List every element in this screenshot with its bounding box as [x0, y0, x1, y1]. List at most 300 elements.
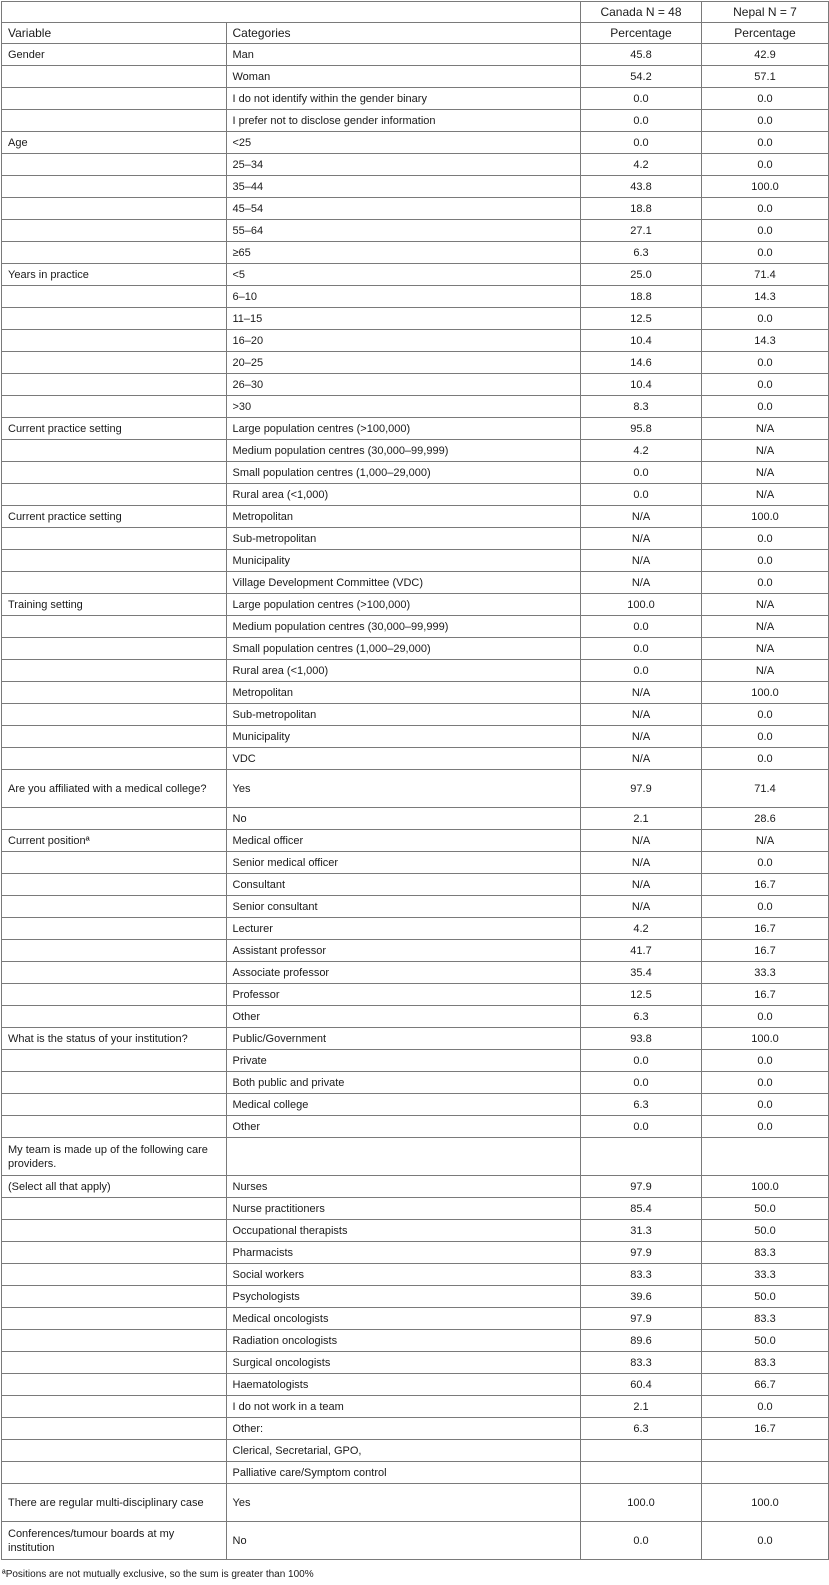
nepal-value-cell: 0.0 [702, 1116, 829, 1138]
variable-cell [2, 110, 227, 132]
category-cell: <25 [226, 132, 581, 154]
category-cell: Occupational therapists [226, 1220, 581, 1242]
canada-value-cell: 97.9 [581, 1242, 702, 1264]
table-row [2, 1462, 829, 1484]
table-row [2, 44, 829, 66]
nepal-value-cell: 100.0 [702, 682, 829, 704]
variable-cell [2, 896, 227, 918]
canada-value-cell: 6.3 [581, 1006, 702, 1028]
nepal-value-cell: 33.3 [702, 1264, 829, 1286]
variable-cell [2, 1220, 227, 1242]
canada-value-cell [581, 1138, 702, 1176]
nepal-value-cell: N/A [702, 594, 829, 616]
canada-value-cell: 89.6 [581, 1330, 702, 1352]
variable-cell [2, 1198, 227, 1220]
canada-value-cell: 97.9 [581, 1176, 702, 1198]
header-variable: Variable [2, 23, 227, 44]
canada-value-cell: 100.0 [581, 1484, 702, 1522]
nepal-value-cell: 33.3 [702, 962, 829, 984]
variable-cell [2, 176, 227, 198]
variable-cell [2, 1050, 227, 1072]
table-row [2, 660, 829, 682]
canada-value-cell: N/A [581, 874, 702, 896]
canada-value-cell: 0.0 [581, 1522, 702, 1560]
category-cell: Other [226, 1116, 581, 1138]
table-row [2, 748, 829, 770]
nepal-value-cell: 0.0 [702, 748, 829, 770]
table-row [2, 66, 829, 88]
variable-cell [2, 1072, 227, 1094]
table-row [2, 896, 829, 918]
canada-value-cell: 12.5 [581, 308, 702, 330]
variable-cell [2, 154, 227, 176]
canada-value-cell [581, 1440, 702, 1462]
category-cell: 55–64 [226, 220, 581, 242]
header-row-columns [2, 23, 829, 44]
nepal-value-cell: 0.0 [702, 572, 829, 594]
nepal-value-cell: 0.0 [702, 1522, 829, 1560]
table-row [2, 682, 829, 704]
nepal-value-cell: N/A [702, 830, 829, 852]
canada-value-cell: 0.0 [581, 1072, 702, 1094]
table-row [2, 242, 829, 264]
nepal-value-cell: 83.3 [702, 1242, 829, 1264]
canada-value-cell: 25.0 [581, 264, 702, 286]
nepal-value-cell: 0.0 [702, 242, 829, 264]
category-cell: Psychologists [226, 1286, 581, 1308]
nepal-value-cell: 100.0 [702, 506, 829, 528]
canada-value-cell: N/A [581, 748, 702, 770]
table-row [2, 1396, 829, 1418]
canada-value-cell: 97.9 [581, 770, 702, 808]
variable-cell [2, 352, 227, 374]
table-row [2, 374, 829, 396]
table-row [2, 726, 829, 748]
variable-cell [2, 286, 227, 308]
variable-cell: Conferences/tumour boards at my institution [2, 1522, 227, 1560]
variable-cell [2, 660, 227, 682]
category-cell: I do not identify within the gender binary [226, 88, 581, 110]
variable-cell: Age [2, 132, 227, 154]
category-cell: Small population centres (1,000–29,000) [226, 638, 581, 660]
canada-value-cell [581, 1462, 702, 1484]
nepal-value-cell: 83.3 [702, 1352, 829, 1374]
canada-value-cell: 0.0 [581, 88, 702, 110]
nepal-value-cell: 0.0 [702, 1072, 829, 1094]
category-cell: Municipality [226, 726, 581, 748]
category-cell: Clerical, Secretarial, GPO, [226, 1440, 581, 1462]
nepal-value-cell: 16.7 [702, 1418, 829, 1440]
variable-cell [2, 1308, 227, 1330]
nepal-value-cell: 50.0 [702, 1330, 829, 1352]
table-row [2, 176, 829, 198]
canada-value-cell: 4.2 [581, 154, 702, 176]
category-cell: Other: [226, 1418, 581, 1440]
canada-value-cell: 8.3 [581, 396, 702, 418]
variable-cell [2, 242, 227, 264]
category-cell: Pharmacists [226, 1242, 581, 1264]
nepal-value-cell: 100.0 [702, 1176, 829, 1198]
nepal-value-cell: 0.0 [702, 1396, 829, 1418]
table-row [2, 830, 829, 852]
canada-value-cell: N/A [581, 852, 702, 874]
category-cell: Metropolitan [226, 682, 581, 704]
canada-value-cell: 0.0 [581, 132, 702, 154]
nepal-value-cell: N/A [702, 616, 829, 638]
table-row [2, 352, 829, 374]
table-row [2, 220, 829, 242]
nepal-value-cell: 0.0 [702, 1094, 829, 1116]
variable-cell [2, 808, 227, 830]
canada-value-cell: 54.2 [581, 66, 702, 88]
canada-value-cell: 43.8 [581, 176, 702, 198]
variable-cell [2, 198, 227, 220]
category-cell: I do not work in a team [226, 1396, 581, 1418]
nepal-value-cell: 16.7 [702, 940, 829, 962]
variable-cell [2, 1242, 227, 1264]
category-cell: Medical officer [226, 830, 581, 852]
table-row [2, 1374, 829, 1396]
nepal-value-cell [702, 1138, 829, 1176]
variable-cell: Current practice setting [2, 506, 227, 528]
canada-value-cell: N/A [581, 528, 702, 550]
category-cell: >30 [226, 396, 581, 418]
variable-cell [2, 1374, 227, 1396]
canada-value-cell: 4.2 [581, 918, 702, 940]
nepal-value-cell: N/A [702, 660, 829, 682]
canada-value-cell: 6.3 [581, 242, 702, 264]
variable-cell [2, 1330, 227, 1352]
variable-cell [2, 726, 227, 748]
variable-cell: Years in practice [2, 264, 227, 286]
canada-value-cell: 10.4 [581, 330, 702, 352]
category-cell: Consultant [226, 874, 581, 896]
table-row [2, 440, 829, 462]
canada-value-cell: 0.0 [581, 660, 702, 682]
nepal-value-cell: 50.0 [702, 1220, 829, 1242]
variable-cell [2, 1396, 227, 1418]
nepal-value-cell: N/A [702, 440, 829, 462]
canada-value-cell: 4.2 [581, 440, 702, 462]
category-cell: Yes [226, 1484, 581, 1522]
table-row [2, 1352, 829, 1374]
category-cell: Municipality [226, 550, 581, 572]
nepal-value-cell: 16.7 [702, 984, 829, 1006]
nepal-value-cell: 0.0 [702, 1006, 829, 1028]
canada-value-cell: N/A [581, 830, 702, 852]
nepal-value-cell: 0.0 [702, 704, 829, 726]
table-row [2, 1264, 829, 1286]
canada-value-cell: N/A [581, 726, 702, 748]
category-cell: Medical college [226, 1094, 581, 1116]
nepal-value-cell: 0.0 [702, 726, 829, 748]
nepal-value-cell: 0.0 [702, 154, 829, 176]
nepal-value-cell: 0.0 [702, 550, 829, 572]
category-cell: 16–20 [226, 330, 581, 352]
variable-cell [2, 638, 227, 660]
table-row [2, 1176, 829, 1198]
table-row [2, 874, 829, 896]
canada-value-cell: 0.0 [581, 484, 702, 506]
nepal-value-cell: 50.0 [702, 1198, 829, 1220]
nepal-value-cell: 42.9 [702, 44, 829, 66]
variable-cell: There are regular multi-disciplinary case [2, 1484, 227, 1522]
canada-value-cell: 95.8 [581, 418, 702, 440]
variable-cell [2, 462, 227, 484]
table-row [2, 852, 829, 874]
nepal-value-cell [702, 1440, 829, 1462]
footnote: ªPositions are not mutually exclusive, so the sum is greater than 100% [2, 1569, 314, 1580]
category-cell: Palliative care/Symptom control [226, 1462, 581, 1484]
canada-value-cell: N/A [581, 572, 702, 594]
header-row-countries [2, 2, 829, 23]
variable-cell [2, 748, 227, 770]
nepal-value-cell: 0.0 [702, 852, 829, 874]
category-cell: Private [226, 1050, 581, 1072]
nepal-value-cell: 0.0 [702, 88, 829, 110]
category-cell: Both public and private [226, 1072, 581, 1094]
canada-value-cell: 39.6 [581, 1286, 702, 1308]
variable-cell [2, 220, 227, 242]
table-row [2, 770, 829, 808]
variable-cell [2, 66, 227, 88]
table-row [2, 1006, 829, 1028]
table-row [2, 1308, 829, 1330]
category-cell: 6–10 [226, 286, 581, 308]
table-row [2, 264, 829, 286]
variable-cell [2, 1418, 227, 1440]
variable-cell: Are you affiliated with a medical college? [2, 770, 227, 808]
category-cell: 26–30 [226, 374, 581, 396]
canada-value-cell: 83.3 [581, 1352, 702, 1374]
table-row [2, 1028, 829, 1050]
variable-cell [2, 852, 227, 874]
table-row [2, 484, 829, 506]
nepal-value-cell: 0.0 [702, 352, 829, 374]
variable-cell: My team is made up of the following care providers. [2, 1138, 227, 1176]
category-cell: Other [226, 1006, 581, 1028]
variable-cell [2, 1462, 227, 1484]
nepal-value-cell: 0.0 [702, 132, 829, 154]
canada-value-cell: 2.1 [581, 808, 702, 830]
variable-cell [2, 88, 227, 110]
canada-value-cell: N/A [581, 550, 702, 572]
nepal-value-cell: 0.0 [702, 308, 829, 330]
variable-cell [2, 550, 227, 572]
canada-value-cell: 0.0 [581, 1050, 702, 1072]
canada-value-cell: 35.4 [581, 962, 702, 984]
variable-cell [2, 1264, 227, 1286]
table-row [2, 1330, 829, 1352]
category-cell: <5 [226, 264, 581, 286]
table-row [2, 594, 829, 616]
table-row [2, 616, 829, 638]
category-cell: Professor [226, 984, 581, 1006]
category-cell: No [226, 808, 581, 830]
category-cell: 45–54 [226, 198, 581, 220]
category-cell: 35–44 [226, 176, 581, 198]
canada-value-cell: 83.3 [581, 1264, 702, 1286]
category-cell: Public/Government [226, 1028, 581, 1050]
table-row [2, 528, 829, 550]
table-row [2, 308, 829, 330]
canada-value-cell: 0.0 [581, 110, 702, 132]
category-cell: Rural area (<1,000) [226, 660, 581, 682]
header-empty-cell [2, 2, 227, 23]
variable-cell [2, 330, 227, 352]
table-row [2, 396, 829, 418]
canada-value-cell: 2.1 [581, 1396, 702, 1418]
nepal-value-cell: 0.0 [702, 110, 829, 132]
variable-cell [2, 682, 227, 704]
category-cell: Medium population centres (30,000–99,999) [226, 440, 581, 462]
variable-cell: Gender [2, 44, 227, 66]
nepal-value-cell: 0.0 [702, 396, 829, 418]
category-cell: Senior consultant [226, 896, 581, 918]
nepal-value-cell: 0.0 [702, 374, 829, 396]
table-row [2, 1072, 829, 1094]
variable-cell [2, 308, 227, 330]
canada-value-cell: 0.0 [581, 616, 702, 638]
nepal-value-cell: 0.0 [702, 220, 829, 242]
category-cell: Surgical oncologists [226, 1352, 581, 1374]
category-cell: Large population centres (>100,000) [226, 418, 581, 440]
header-nepal: Nepal N = 7 [702, 2, 829, 23]
category-cell: Sub-metropolitan [226, 528, 581, 550]
nepal-value-cell: 14.3 [702, 286, 829, 308]
category-cell: Lecturer [226, 918, 581, 940]
table-row [2, 1094, 829, 1116]
canada-value-cell: 0.0 [581, 638, 702, 660]
nepal-value-cell: 16.7 [702, 874, 829, 896]
variable-cell [2, 918, 227, 940]
variable-cell [2, 1094, 227, 1116]
category-cell: Assistant professor [226, 940, 581, 962]
category-cell: Metropolitan [226, 506, 581, 528]
table-row [2, 88, 829, 110]
header-categories: Categories [226, 23, 581, 44]
table-row [2, 1050, 829, 1072]
table-row [2, 1220, 829, 1242]
category-cell: Associate professor [226, 962, 581, 984]
canada-value-cell: 31.3 [581, 1220, 702, 1242]
header-canada-percentage: Percentage [581, 23, 702, 44]
nepal-value-cell: 100.0 [702, 1028, 829, 1050]
table-row [2, 550, 829, 572]
table-row [2, 704, 829, 726]
category-cell: Village Development Committee (VDC) [226, 572, 581, 594]
canada-value-cell: N/A [581, 896, 702, 918]
canada-value-cell: N/A [581, 506, 702, 528]
variable-cell [2, 616, 227, 638]
canada-value-cell: 0.0 [581, 462, 702, 484]
table-row [2, 984, 829, 1006]
table-row [2, 572, 829, 594]
variable-cell: What is the status of your institution? [2, 1028, 227, 1050]
table-row [2, 154, 829, 176]
canada-value-cell: 41.7 [581, 940, 702, 962]
nepal-value-cell: 71.4 [702, 264, 829, 286]
variable-cell [2, 1116, 227, 1138]
table-row [2, 286, 829, 308]
canada-value-cell: 10.4 [581, 374, 702, 396]
table-row [2, 1522, 829, 1560]
table-row [2, 462, 829, 484]
variable-cell [2, 1006, 227, 1028]
category-cell [226, 1138, 581, 1176]
category-cell: Medium population centres (30,000–99,999) [226, 616, 581, 638]
variable-cell [2, 704, 227, 726]
variable-cell [2, 1352, 227, 1374]
table-row [2, 330, 829, 352]
table-row [2, 638, 829, 660]
canada-value-cell: 18.8 [581, 198, 702, 220]
canada-value-cell: 12.5 [581, 984, 702, 1006]
canada-value-cell: 85.4 [581, 1198, 702, 1220]
canada-value-cell: 6.3 [581, 1418, 702, 1440]
header-nepal-percentage: Percentage [702, 23, 829, 44]
nepal-value-cell: 83.3 [702, 1308, 829, 1330]
category-cell: I prefer not to disclose gender information [226, 110, 581, 132]
demographics-table [1, 1, 829, 1560]
nepal-value-cell: 14.3 [702, 330, 829, 352]
canada-value-cell: 14.6 [581, 352, 702, 374]
canada-value-cell: 0.0 [581, 1116, 702, 1138]
table-row [2, 506, 829, 528]
variable-cell [2, 572, 227, 594]
table-row [2, 1418, 829, 1440]
variable-cell [2, 1440, 227, 1462]
table-row [2, 808, 829, 830]
table-row [2, 1286, 829, 1308]
category-cell: Nurses [226, 1176, 581, 1198]
table-row [2, 132, 829, 154]
variable-cell [2, 528, 227, 550]
nepal-value-cell: 57.1 [702, 66, 829, 88]
table-row [2, 1116, 829, 1138]
canada-value-cell: 45.8 [581, 44, 702, 66]
table-row [2, 1198, 829, 1220]
nepal-value-cell: 0.0 [702, 896, 829, 918]
category-cell: 11–15 [226, 308, 581, 330]
variable-cell [2, 940, 227, 962]
category-cell: Radiation oncologists [226, 1330, 581, 1352]
variable-cell [2, 484, 227, 506]
nepal-value-cell: 16.7 [702, 918, 829, 940]
table-row [2, 1242, 829, 1264]
category-cell: Nurse practitioners [226, 1198, 581, 1220]
nepal-value-cell: 0.0 [702, 198, 829, 220]
table-row [2, 418, 829, 440]
table-row [2, 1138, 829, 1176]
category-cell: ≥65 [226, 242, 581, 264]
header-empty-cell [226, 2, 581, 23]
category-cell: Sub-metropolitan [226, 704, 581, 726]
variable-cell: Training setting [2, 594, 227, 616]
variable-cell [2, 962, 227, 984]
header-canada: Canada N = 48 [581, 2, 702, 23]
nepal-value-cell: N/A [702, 484, 829, 506]
variable-cell: Current positionª [2, 830, 227, 852]
table-row [2, 1440, 829, 1462]
nepal-value-cell: 71.4 [702, 770, 829, 808]
nepal-value-cell: 100.0 [702, 1484, 829, 1522]
canada-value-cell: 93.8 [581, 1028, 702, 1050]
nepal-value-cell [702, 1462, 829, 1484]
canada-value-cell: N/A [581, 682, 702, 704]
table-row [2, 1484, 829, 1522]
nepal-value-cell: 66.7 [702, 1374, 829, 1396]
